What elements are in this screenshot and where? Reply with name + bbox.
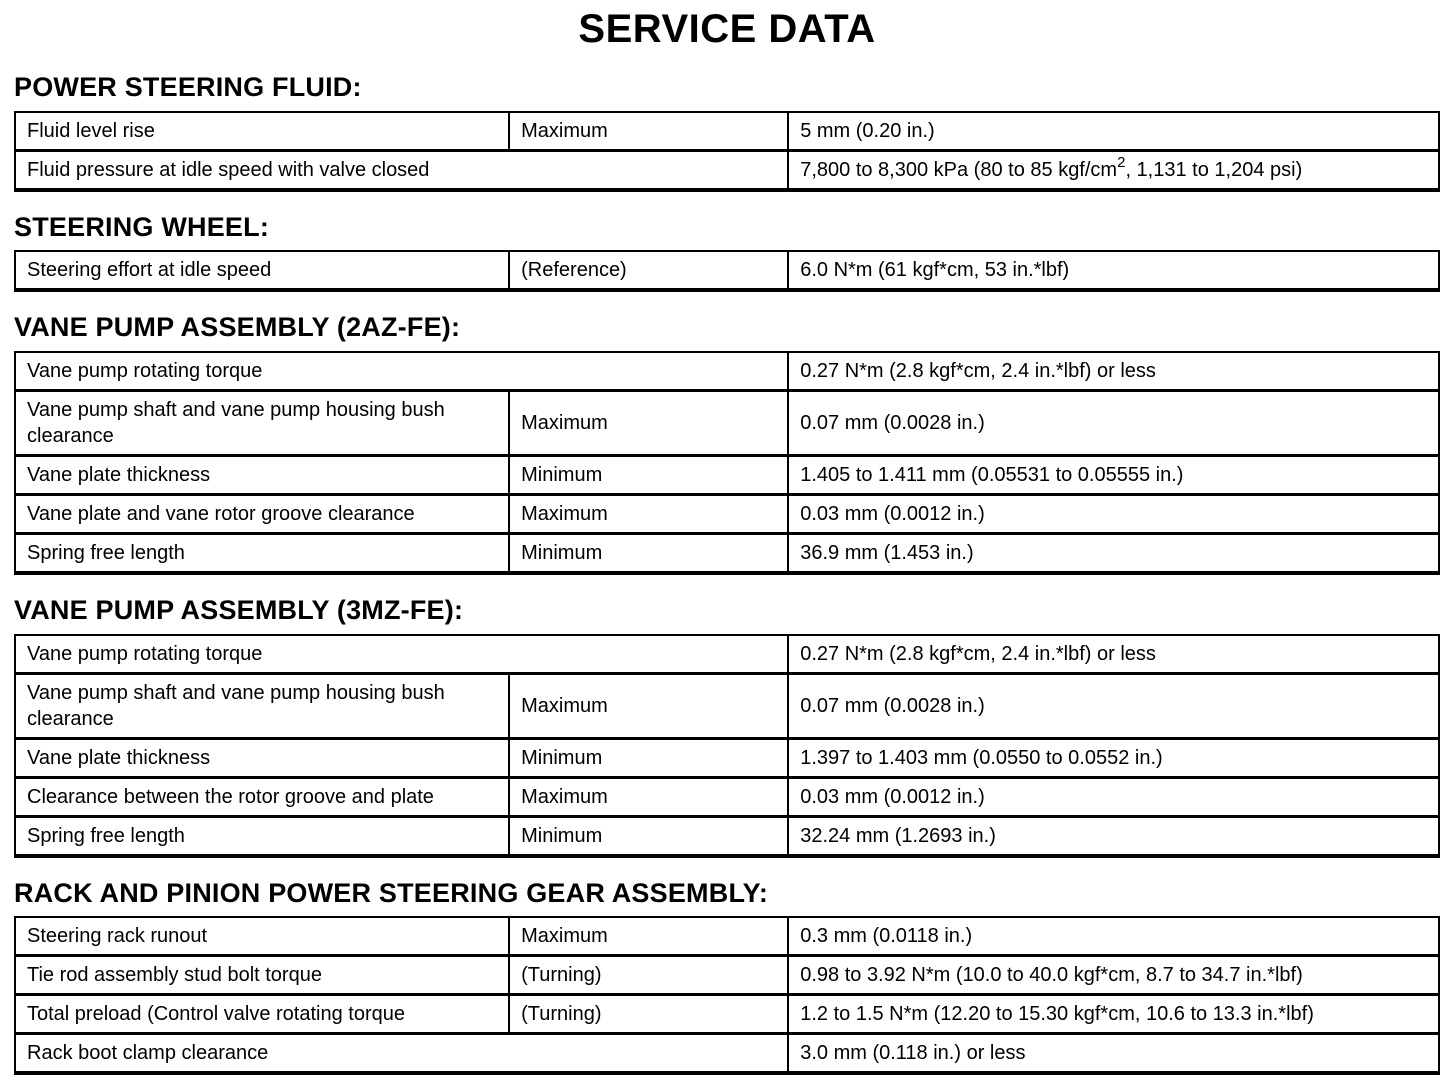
table-row [15, 495, 1439, 534]
spec-qualifier-cell: (Turning) [509, 995, 788, 1034]
section-heading: STEERING WHEEL: [14, 211, 270, 242]
table-row [15, 391, 1439, 456]
spec-value-text: 1.397 to 1.403 mm (0.0550 to 0.0552 in.) [800, 746, 1163, 769]
spec-value-cell [788, 495, 1439, 534]
spec-value-cell [788, 534, 1439, 574]
spec-value-cell [788, 391, 1439, 456]
table-row [15, 816, 1439, 856]
spec-value-text: 1.2 to 1.5 N*m (12.20 to 15.30 kgf*cm, 10.6 to 13.3 in.*lbf) [800, 1003, 1314, 1026]
spec-value-text-after: , 1,131 to 1,204 psi) [1125, 158, 1303, 181]
spec-item-cell: Tie rod assembly stud bolt torque [15, 956, 509, 995]
spec-qualifier-cell: Minimum [509, 816, 788, 856]
spec-value-text: 0.3 mm (0.0118 in.) [800, 925, 973, 948]
section-heading: POWER STEERING FLUID: [14, 72, 362, 102]
spec-item-cell: Steering effort at idle speed [15, 251, 509, 290]
spec-section [14, 313, 1440, 575]
spec-value-cell [788, 738, 1439, 777]
spec-value-cell [788, 673, 1439, 738]
table-row [15, 1034, 1439, 1074]
spec-qualifier-cell: Maximum [509, 777, 788, 816]
spec-qualifier-cell: Maximum [509, 391, 788, 456]
table-row [15, 956, 1439, 995]
spec-value-cell [788, 112, 1439, 151]
spec-value-cell [788, 150, 1439, 190]
spec-value-cell [788, 777, 1439, 816]
spec-section [14, 73, 1440, 192]
table-row [15, 150, 1439, 190]
spec-item-cell: Vane pump shaft and vane pump housing bush clearance [15, 391, 509, 456]
spec-section [14, 213, 1440, 293]
spec-table [14, 250, 1440, 292]
spec-item-cell: Spring free length [15, 534, 509, 574]
spec-value-cell [788, 917, 1439, 956]
spec-item-cell: Vane pump shaft and vane pump housing bush clearance [15, 673, 509, 738]
spec-value-text: 1.405 to 1.411 mm (0.05531 to 0.05555 in.) [800, 464, 1184, 487]
spec-value-text: 6.0 N*m (61 kgf*cm, 53 in.*lbf) [800, 259, 1070, 282]
spec-value-text: 0.03 mm (0.0012 in.) [800, 785, 985, 808]
spec-value-cell [788, 635, 1439, 674]
spec-value-text: 3.0 mm (0.118 in.) or less [800, 1042, 1026, 1065]
spec-value-text: 36.9 mm (1.453 in.) [800, 542, 974, 565]
spec-table [14, 634, 1440, 858]
spec-table [14, 916, 1440, 1075]
page-title: SERVICE DATA [578, 7, 876, 51]
spec-section [14, 596, 1440, 858]
table-row [15, 917, 1439, 956]
spec-qualifier-cell: Maximum [509, 673, 788, 738]
spec-item-cell: Vane plate and vane rotor groove clearance [15, 495, 509, 534]
spec-value-cell [788, 956, 1439, 995]
spec-item-cell: Clearance between the rotor groove and plate [15, 777, 509, 816]
spec-value-text: 0.03 mm (0.0012 in.) [800, 503, 985, 526]
section-heading: RACK AND PINION POWER STEERING GEAR ASSEMBLY: [14, 877, 769, 908]
spec-table [14, 111, 1440, 192]
spec-qualifier-cell: Maximum [509, 112, 788, 151]
spec-item-cell: Steering rack runout [15, 917, 509, 956]
spec-qualifier-cell: Maximum [509, 495, 788, 534]
spec-value-cell [788, 1034, 1439, 1074]
table-row [15, 251, 1439, 290]
section-heading: VANE PUMP ASSEMBLY (2AZ-FE): [14, 312, 461, 343]
spec-value-cell [788, 995, 1439, 1034]
spec-value-cell [788, 816, 1439, 856]
table-row [15, 534, 1439, 574]
table-row [15, 738, 1439, 777]
spec-qualifier-cell: (Reference) [509, 251, 788, 290]
spec-value-text: 32.24 mm (1.2693 in.) [800, 824, 996, 847]
spec-item-cell: Vane plate thickness [15, 738, 509, 777]
spec-value-cell [788, 251, 1439, 290]
spec-value-text: 0.98 to 3.92 N*m (10.0 to 40.0 kgf*cm, 8.7 to 34.7 in.*lbf) [800, 964, 1303, 987]
table-row [15, 673, 1439, 738]
spec-qualifier-cell: Maximum [509, 917, 788, 956]
spec-qualifier-cell: Minimum [509, 456, 788, 495]
spec-value-superscript: 2 [1117, 154, 1126, 172]
spec-item-cell: Fluid level rise [15, 112, 509, 151]
spec-qualifier-cell: Minimum [509, 534, 788, 574]
table-row [15, 112, 1439, 151]
sections-container [14, 73, 1440, 1075]
table-row [15, 635, 1439, 674]
spec-qualifier-cell: (Turning) [509, 956, 788, 995]
table-row [15, 777, 1439, 816]
spec-value-text: 0.27 N*m (2.8 kgf*cm, 2.4 in.*lbf) or less [800, 360, 1156, 383]
spec-item-cell: Vane plate thickness [15, 456, 509, 495]
spec-value-text: 5 mm (0.20 in.) [800, 119, 935, 142]
spec-value-text: 0.07 mm (0.0028 in.) [800, 694, 985, 717]
spec-section [14, 879, 1440, 1076]
table-row [15, 456, 1439, 495]
spec-qualifier-cell: Minimum [509, 738, 788, 777]
spec-table [14, 351, 1440, 575]
table-row [15, 352, 1439, 391]
spec-value-text: 0.27 N*m (2.8 kgf*cm, 2.4 in.*lbf) or less [800, 642, 1156, 665]
spec-item-cell: Total preload (Control valve rotating torque [15, 995, 509, 1034]
spec-item-cell: Fluid pressure at idle speed with valve closed [15, 150, 788, 190]
spec-value-text: 0.07 mm (0.0028 in.) [800, 412, 985, 435]
spec-item-cell: Spring free length [15, 816, 509, 856]
spec-value-text: 7,800 to 8,300 kPa (80 to 85 kgf/cm [800, 158, 1118, 181]
table-row [15, 995, 1439, 1034]
spec-value-cell [788, 456, 1439, 495]
spec-value-cell [788, 352, 1439, 391]
spec-item-cell: Vane pump rotating torque [15, 635, 788, 674]
section-heading: VANE PUMP ASSEMBLY (3MZ-FE): [14, 595, 464, 626]
spec-item-cell: Vane pump rotating torque [15, 352, 788, 391]
spec-item-cell: Rack boot clamp clearance [15, 1034, 788, 1074]
